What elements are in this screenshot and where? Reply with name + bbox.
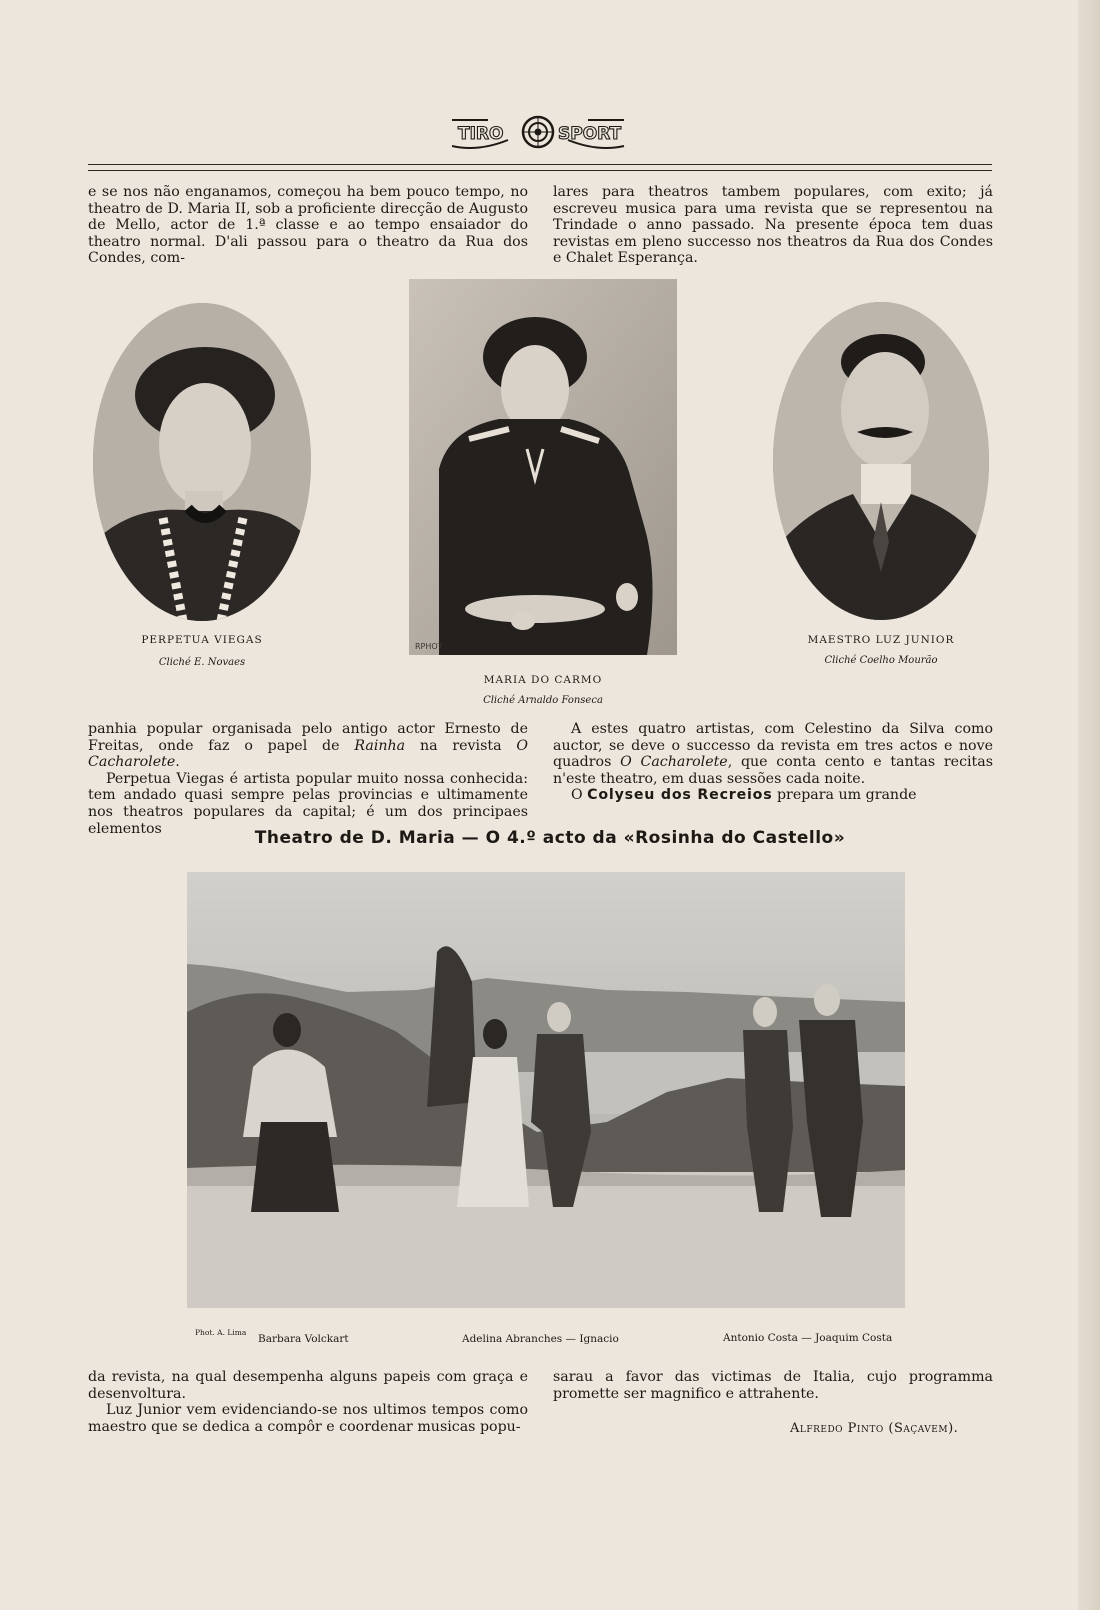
credit-maria-do-carmo: Cliché Arnaldo Fonseca [483, 695, 603, 706]
caption-antonio-joaquim-costa: Antonio Costa — Joaquim Costa [723, 1332, 893, 1344]
svg-text:SPORT: SPORT [558, 124, 622, 144]
svg-text:TIRO: TIRO [458, 124, 504, 144]
author-signature: Alfredo Pinto (Saçavem). [790, 1421, 959, 1436]
credit-luz-junior: Cliché Coelho Mourão [824, 655, 938, 666]
top-left-paragraph [88, 184, 528, 267]
portrait-luz-junior [773, 302, 989, 620]
top-left-text: e se nos não enganamos, começou ha bem pouco tempo, no theatro de D. Maria II, sob a proficiente direcção de Augusto de Mello, actor de 1.ª classe e ao tempo ensaiador do theatro normal. D'ali passou para o theatro da Rua dos Condes, com- [88, 184, 528, 267]
mid-left-column [88, 721, 528, 837]
bottom-right-p1: sarau a favor das victimas de Italia, cujo programma promette ser magnifico e attrahente. [553, 1369, 993, 1402]
mid-right-p2: O Colyseu dos Recreios prepara um grande [571, 787, 917, 804]
mid-left-p2: Perpetua Viegas é artista popular muito nossa conhecida: tem andado quasi sempre pelas provincias e ultimamente nos theatros populares da capital; é um dos principaes elementos [88, 770, 528, 837]
caption-adelina-ignacio: Adelina Abranches — Ignacio [462, 1333, 619, 1345]
bottom-left-p2: Luz Junior vem evidenciando-se nos ultimos tempos como maestro que se dedica a compôr e coordenar musicas popu- [88, 1402, 528, 1435]
masthead-logo [448, 110, 628, 158]
top-right-paragraph [553, 184, 993, 267]
header-rule [88, 164, 992, 171]
stage-photo [187, 872, 905, 1308]
bottom-left-column [88, 1369, 528, 1435]
page-edge [1078, 0, 1100, 1610]
section-title: Theatro de D. Maria — O 4.º acto da «Rosinha do Castello» [254, 828, 846, 848]
credit-perpetua-viegas: Cliché E. Novaes [158, 657, 246, 668]
mid-right-p1: A estes quatro artistas, com Celestino da Silva como auctor, se deve o successo da revista em tres actos e nove quadros O Cacharolete, que conta cento e tantas recitas n'este theatro, em duas sessões cada noite. [553, 721, 994, 787]
stage-photo-credit: Phot. A. Lima [195, 1328, 247, 1337]
portrait-perpetua-viegas [93, 303, 311, 621]
caption-luz-junior: MAESTRO LUZ JUNIOR [807, 634, 955, 646]
caption-maria-do-carmo: MARIA DO CARMO [483, 674, 603, 686]
mid-right-column [553, 721, 993, 804]
caption-perpetua-viegas: PERPETUA VIEGAS [141, 634, 263, 646]
top-right-text: lares para theatros tambem populares, com exito; já escreveu musica para uma revista que se representou na Trindade o anno passado. Na presente época tem duas revistas em pleno successo nos theatros da Rua dos Condes e Chalet Esperança. [553, 184, 993, 267]
bottom-left-p1: da revista, na qual desempenha alguns papeis com graça e desenvoltura. [88, 1369, 528, 1402]
photographer-mark: RPHOT [415, 642, 443, 651]
bottom-right-column [553, 1369, 993, 1402]
mid-left-p1: panhia popular organisada pelo antigo actor Ernesto de Freitas, onde faz o papel de Rainha na revista O Cacharolete. [88, 721, 528, 771]
portrait-maria-do-carmo [409, 279, 677, 655]
caption-barbara-volckart: Barbara Volckart [258, 1333, 349, 1345]
